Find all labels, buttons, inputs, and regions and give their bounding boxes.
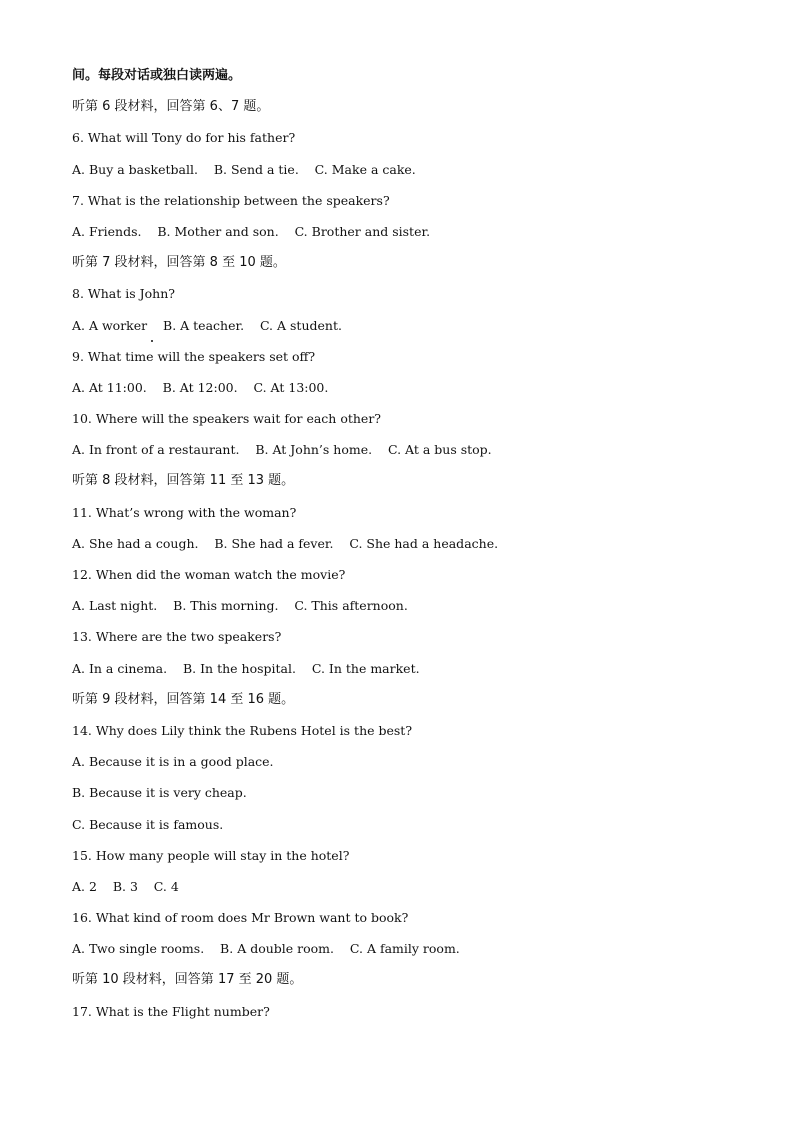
options-9: A. At 11:00. B. At 12:00. C. At 13:00. (72, 379, 329, 395)
stray-dot-mark (151, 340, 153, 342)
section-heading: 听第 9 段材料，回答第 14 至 16 题。 (72, 691, 295, 707)
options-15: A. 2 B. 3 C. 4 (72, 878, 179, 894)
question-16: 16. What kind of room does Mr Brown want to book? (72, 910, 409, 926)
instruction-line: 间。每段对话或独白读两遍。 (72, 68, 242, 83)
section-heading: 听第 6 段材料，回答第 6、7 题。 (72, 99, 270, 115)
question-7: 7. What is the relationship between the speakers? (72, 192, 390, 208)
question-15: 15. How many people will stay in the hotel? (72, 847, 350, 863)
option-14-a: A. Because it is in a good place. (72, 754, 274, 770)
question-13: 13. Where are the two speakers? (72, 629, 282, 645)
section-heading: 听第 7 段材料，回答第 8 至 10 题。 (72, 255, 286, 271)
options-12: A. Last night. B. This morning. C. This afternoon. (72, 598, 408, 614)
options-10: A. In front of a restaurant. B. At John’s home. C. At a bus stop. (72, 442, 492, 458)
question-9: 9. What time will the speakers set off? (72, 348, 316, 364)
options-7: A. Friends. B. Mother and son. C. Brother and sister. (72, 223, 431, 239)
section-heading: 听第 10 段材料，回答第 17 至 20 题。 (72, 972, 303, 988)
question-14: 14. Why does Lily think the Rubens Hotel is the best? (72, 722, 413, 738)
options-6: A. Buy a basketball. B. Send a tie. C. Make a cake. (72, 161, 416, 177)
option-14-b: B. Because it is very cheap. (72, 785, 247, 801)
options-11: A. She had a cough. B. She had a fever. C. She had a headache. (72, 535, 499, 551)
question-12: 12. When did the woman watch the movie? (72, 567, 346, 582)
question-11: 11. What’s wrong with the woman? (72, 504, 297, 520)
options-16: A. Two single rooms. B. A double room. C. A family room. (72, 941, 460, 957)
question-6: 6. What will Tony do for his father? (72, 130, 296, 146)
question-8: 8. What is John? (72, 286, 175, 302)
option-14-c: C. Because it is famous. (72, 816, 224, 832)
section-heading: 听第 8 段材料，回答第 11 至 13 题。 (72, 473, 295, 489)
question-list (72, 66, 772, 1033)
options-8: A. A worker B. A teacher. C. A student. (72, 317, 342, 333)
question-10: 10. Where will the speakers wait for each other? (72, 411, 382, 427)
question-17: 17. What is the Flight number? (72, 1003, 270, 1019)
options-13: A. In a cinema. B. In the hospital. C. In the market. (72, 660, 420, 676)
